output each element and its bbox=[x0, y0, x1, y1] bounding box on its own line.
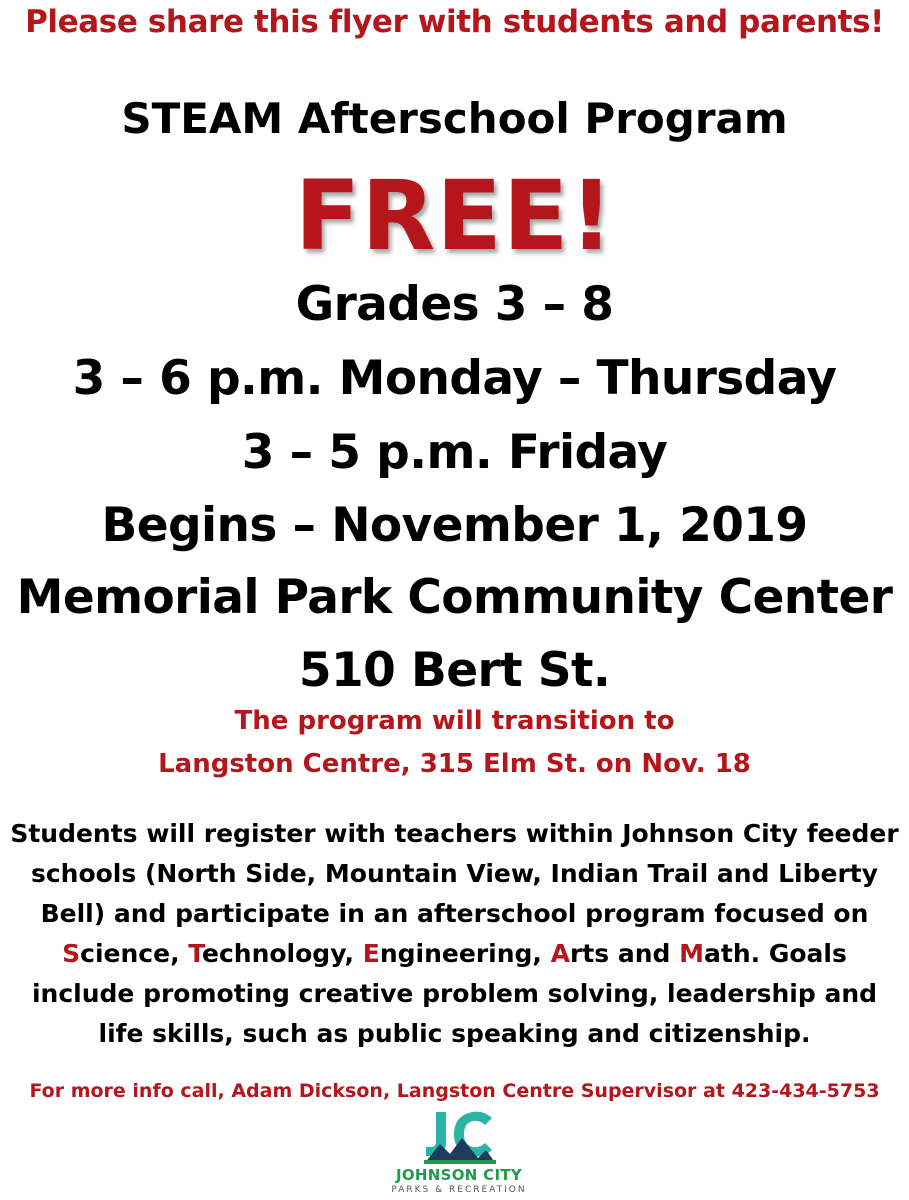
free-banner: FREE! bbox=[294, 160, 615, 272]
description-line: Bell) and participate in an afterschool program focused on bbox=[40, 899, 869, 928]
steam-word-arts: rts and bbox=[569, 939, 680, 968]
program-description bbox=[0, 814, 909, 1054]
logo-grass bbox=[424, 1160, 496, 1164]
schedule-mon-thu: 3 – 6 p.m. Monday – Thursday bbox=[72, 351, 837, 406]
steam-initial-m: M bbox=[679, 939, 704, 968]
steam-initial-t: T bbox=[188, 939, 203, 968]
start-date: Begins – November 1, 2019 bbox=[101, 498, 808, 553]
steam-initial-e: E bbox=[362, 939, 380, 968]
grades-line: Grades 3 – 8 bbox=[295, 277, 614, 332]
steam-word-engineering: ngineering, bbox=[379, 939, 551, 968]
share-note: Please share this flyer with students and parents! bbox=[25, 4, 884, 40]
description-line: include promoting creative problem solving, leadership and bbox=[31, 979, 878, 1008]
transition-note-line2: Langston Centre, 315 Elm St. on Nov. 18 bbox=[158, 749, 751, 779]
description-line: schools (North Side, Mountain View, Indian Trail and Liberty bbox=[30, 859, 879, 888]
contact-info: For more info call, Adam Dickson, Langston Centre Supervisor at 423-434-5753 bbox=[29, 1080, 880, 1102]
steam-word-math: ath. Goals bbox=[704, 939, 847, 968]
logo-subtitle: PARKS & RECREATION bbox=[391, 1185, 527, 1195]
steam-initial-s: S bbox=[62, 939, 81, 968]
location-name: Memorial Park Community Center bbox=[16, 570, 893, 625]
steam-line bbox=[0, 934, 909, 974]
location-address: 510 Bert St. bbox=[298, 643, 611, 698]
schedule-friday: 3 – 5 p.m. Friday bbox=[241, 425, 668, 480]
program-title: STEAM Afterschool Program bbox=[121, 94, 788, 143]
description-line: Students will register with teachers within Johnson City feeder bbox=[10, 819, 899, 848]
johnson-city-parks-logo bbox=[374, 1108, 544, 1200]
steam-word-science: cience, bbox=[80, 939, 189, 968]
steam-word-technology: echnology, bbox=[202, 939, 363, 968]
logo-mark-icon bbox=[374, 1108, 544, 1166]
description-line: life skills, such as public speaking and citizenship. bbox=[98, 1019, 811, 1048]
logo-name: JOHNSON CITY bbox=[395, 1166, 523, 1184]
transition-note-line1: The program will transition to bbox=[234, 706, 675, 736]
steam-initial-a: A bbox=[550, 939, 570, 968]
